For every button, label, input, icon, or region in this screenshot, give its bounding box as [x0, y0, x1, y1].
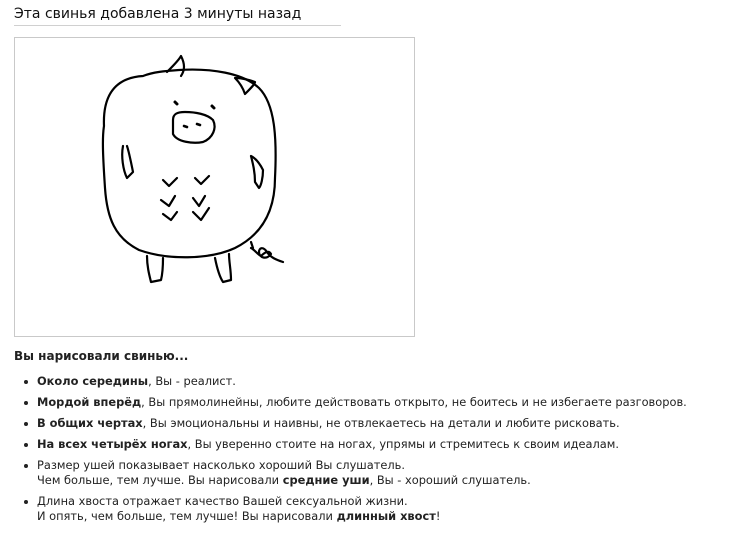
result-text: И опять, чем больше, тем лучше! Вы нарисовали — [37, 509, 337, 523]
pig-drawing-canvas — [14, 37, 415, 337]
result-item — [20, 437, 720, 452]
pig-drawing — [15, 38, 414, 336]
page-title: Эта свинья добавлена 3 минуты назад — [14, 6, 302, 22]
result-item — [20, 494, 720, 524]
result-text: , Вы прямолинейны, любите действовать открыто, не боитесь и не избегаете разговоров. — [141, 395, 687, 409]
result-text: Чем больше, тем лучше. Вы нарисовали — [37, 473, 283, 487]
pig-hind-left-leg — [147, 256, 163, 282]
result-text: , Вы - хороший слушатель. — [369, 473, 531, 487]
pig-body-outline — [103, 70, 276, 258]
pig-belly-mark — [193, 196, 205, 206]
pig-belly-mark — [163, 178, 177, 186]
result-heading: Вы нарисовали свинью... — [14, 349, 189, 363]
result-keyword: На всех четырёх ногах — [37, 437, 188, 451]
result-keyword: Около середины — [37, 374, 149, 388]
pig-nostril-right — [197, 124, 200, 125]
pig-front-left-leg — [122, 146, 133, 178]
result-keyword: Мордой вперёд — [37, 395, 142, 409]
pig-nostril-left — [184, 126, 187, 127]
result-text: Размер ушей показывает насколько хороший Вы слушатель. — [37, 458, 405, 472]
result-text: , Вы - реалист. — [148, 374, 236, 388]
result-text: , Вы уверенно стоите на ногах, упрямы и стремитесь к своим идеалам. — [187, 437, 619, 451]
result-item — [20, 458, 720, 488]
result-item — [20, 374, 720, 389]
pig-belly-mark — [163, 212, 177, 220]
result-text: ! — [435, 509, 441, 523]
pig-belly-mark — [195, 176, 209, 184]
pig-tail — [251, 248, 283, 262]
pig-snout — [173, 112, 215, 143]
result-keyword: В общих чертах — [37, 416, 143, 430]
result-keyword: длинный хвост — [336, 509, 436, 523]
pig-front-right-leg — [251, 156, 263, 188]
pig-right-eye — [212, 106, 214, 108]
result-list — [20, 374, 720, 530]
result-keyword: средние уши — [282, 473, 370, 487]
result-text: , Вы эмоциональны и наивны, не отвлекаетесь на детали и любите рисковать. — [142, 416, 620, 430]
pig-belly-mark — [193, 208, 209, 220]
title-divider — [14, 25, 341, 26]
pig-belly-mark — [161, 196, 175, 206]
pig-left-ear — [167, 56, 184, 76]
result-item — [20, 416, 720, 431]
pig-hind-right-leg — [215, 254, 231, 282]
result-item — [20, 395, 720, 410]
result-text: Длина хвоста отражает качество Вашей сексуальной жизни. — [37, 494, 408, 508]
pig-left-eye — [175, 102, 177, 104]
pig-right-ear — [235, 78, 255, 94]
